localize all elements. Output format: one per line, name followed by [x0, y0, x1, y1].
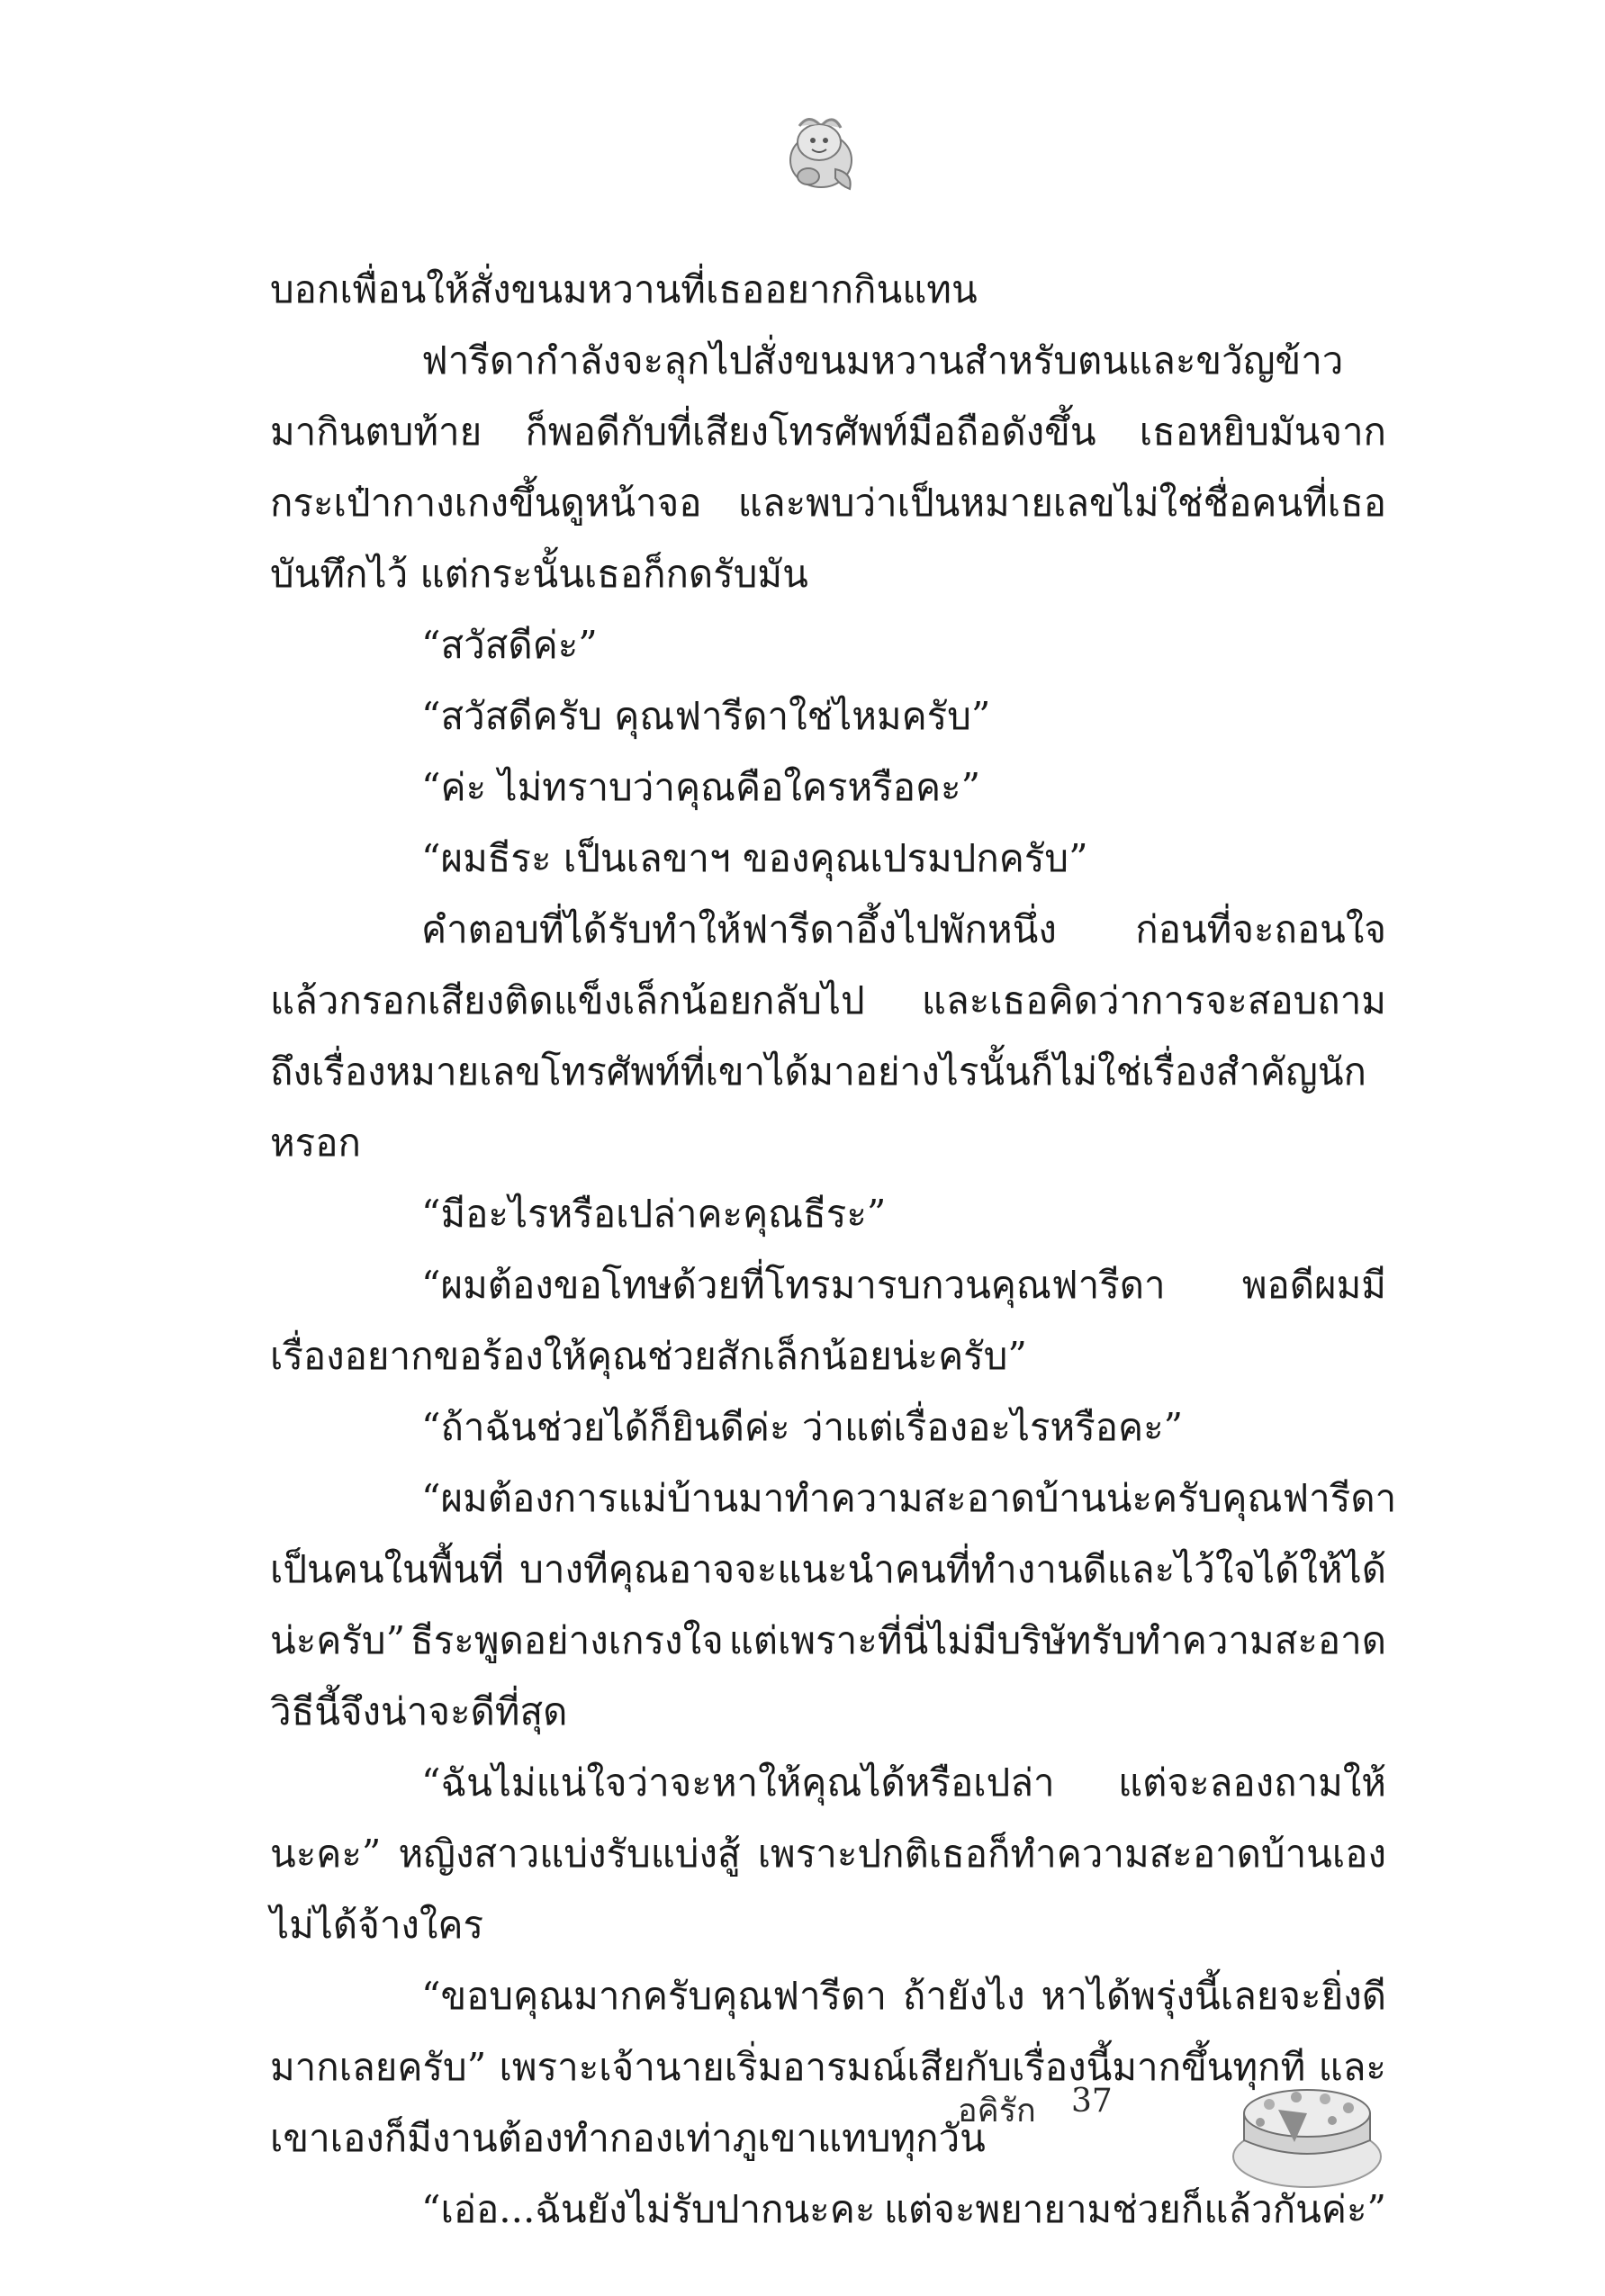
page-footer [958, 2050, 1390, 2203]
text-segment: คุณฟารีดา [1222, 1476, 1397, 1520]
text-segment: กระเป๋ากางเกงขึ้นดูหน้าจอ [270, 481, 702, 525]
text-line [270, 1391, 1386, 1463]
text-line [270, 538, 1386, 609]
text-segment: “ฉันไม่แน่ใจว่าจะหาให้คุณได้หรือเปล่า [421, 1760, 1055, 1805]
text-segment: “ขอบคุณมากครับคุณฟารีดา [421, 1974, 887, 2018]
text-line [270, 1320, 1386, 1391]
text-segment: หาได้พรุ่งนี้เลยจะยิ่งดี [1041, 1974, 1386, 2018]
text-segment: บอกเพื่อนให้สั่งขนมหวานที่เธออยากกินแทน [270, 267, 978, 311]
text-segment: “สวัสดีค่ะ” [421, 623, 598, 667]
text-segment: ก่อนที่จะถอนใจ [1135, 907, 1386, 951]
text-line [270, 1818, 1386, 1889]
text-line [270, 1747, 1386, 1818]
text-segment: ธีระพูดอย่างเกรงใจ [410, 1618, 724, 1662]
text-segment: พอดีผมมี [1241, 1263, 1386, 1307]
text-segment: เขาเองก็มีงานต้องทำกองเท่าภูเขาแทบทุกวัน [270, 2116, 986, 2160]
text-line [270, 965, 1386, 1036]
text-line [270, 1960, 1386, 2031]
story-text [270, 254, 1397, 2245]
text-line [270, 1534, 1386, 1605]
text-line [270, 325, 1386, 396]
text-segment: มากินตบท้าย [270, 410, 482, 454]
text-line [270, 1107, 1386, 1178]
text-segment: เธอหยิบมันจาก [1139, 410, 1386, 454]
text-segment: แล้วกรอกเสียงติดแข็งเล็กน้อยกลับไป [270, 978, 865, 1022]
text-segment: และเธอคิดว่าการจะสอบถาม [921, 978, 1386, 1022]
text-segment: หรอก [270, 1121, 361, 1165]
text-segment: เพราะปกติเธอก็ทำความสะอาดบ้านเอง [757, 1832, 1386, 1876]
text-line [270, 467, 1386, 538]
text-segment: น่ะครับ” [270, 1618, 406, 1662]
text-line [270, 1249, 1386, 1320]
text-line [270, 1463, 1397, 1534]
text-segment: หญิงสาวแบ่งรับแบ่งสู้ [398, 1832, 741, 1876]
text-segment: ถึงเรื่องหมายเลขโทรศัพท์ที่เขาได้มาอย่างไรนั้นก็ไม่ใช่เรื่องสำคัญนัก [270, 1049, 1366, 1094]
text-segment: ก็พอดีกับที่เสียงโทรศัพท์มือถือดังขึ้น [525, 410, 1096, 454]
text-line [270, 1178, 1386, 1249]
text-segment: มากเลยครับ” [270, 2045, 487, 2089]
text-line [270, 752, 1386, 823]
text-segment: และ [1318, 2045, 1386, 2089]
text-segment: “ถ้าฉันช่วยได้ก็ยินดีค่ะ ว่าแต่เรื่องอะไรหรือคะ” [421, 1405, 1184, 1449]
text-segment: นะคะ” [270, 1832, 382, 1876]
text-segment: คำตอบที่ได้รับทำให้ฟารีดาอึ้งไปพักหนึ่ง [421, 907, 1057, 951]
text-segment: บันทึกไว้ แต่กระนั้นเธอก็กดรับมัน [270, 552, 808, 596]
book-title: อคิรัก [958, 2093, 1036, 2129]
text-segment: บางทีคุณอาจจะแนะนำคนที่ทำงานดีและไว้ใจได้ให้ได้ [519, 1547, 1386, 1591]
text-segment: แต่จะลองถามให้ [1118, 1760, 1386, 1805]
text-segment: “เอ่อ...ฉันยังไม่รับปากนะคะ [421, 2187, 876, 2231]
text-segment: “ผมธีระ เป็นเลขาฯ ของคุณเปรมปกครับ” [421, 836, 1088, 880]
header-mascot-illustration [772, 106, 870, 203]
text-line [270, 1605, 1386, 1676]
text-segment: “ผมต้องการแม่บ้านมาทำความสะอาดบ้านน่ะครับ [421, 1476, 1222, 1520]
text-segment: ถ้ายังไง [902, 1974, 1025, 2018]
text-segment: ไม่ได้จ้างใคร [270, 1903, 484, 1947]
text-line [270, 823, 1386, 894]
text-segment: เพราะเจ้านายเริ่มอารมณ์เสียกับเรื่องนี้มากขึ้นทุกที [499, 2045, 1306, 2089]
text-segment: เป็นคนในพื้นที่ [270, 1547, 504, 1591]
text-segment: วิธีนี้จึงน่าจะดีที่สุด [270, 1689, 568, 1733]
text-segment: ฟารีดากำลังจะลุกไปสั่งขนมหวานสำหรับตนและขวัญข้าว [421, 338, 1344, 383]
text-segment: “ค่ะ ไม่ทราบว่าคุณคือใครหรือคะ” [421, 765, 981, 809]
text-segment: “สวัสดีครับ คุณฟารีดาใช่ไหมครับ” [421, 694, 991, 738]
text-segment: เรื่องอยากขอร้องให้คุณช่วยสักเล็กน้อยน่ะครับ” [270, 1334, 1027, 1378]
text-segment: และพบว่าเป็นหมายเลขไม่ใช่ชื่อคนที่เธอ [737, 481, 1386, 525]
text-segment: แต่จะพยายามช่วยก็แล้วกันค่ะ” [883, 2187, 1386, 2231]
text-line [270, 1676, 1386, 1747]
text-line [270, 1889, 1386, 1960]
page-number: 37 [1071, 2083, 1113, 2120]
text-line [270, 680, 1386, 752]
text-line [270, 1036, 1386, 1107]
text-segment: “ผมต้องขอโทษด้วยที่โทรมารบกวนคุณฟารีดา [421, 1263, 1166, 1307]
text-line [270, 894, 1386, 965]
text-line [270, 254, 1386, 325]
text-segment: “มีอะไรหรือเปล่าคะคุณธีระ” [421, 1192, 887, 1236]
text-segment: แต่เพราะที่นี่ไม่มีบริษัทรับทำความสะอาด [728, 1618, 1386, 1662]
text-line [270, 609, 1386, 680]
text-line [270, 396, 1386, 467]
cake-illustration [1224, 2050, 1386, 2199]
